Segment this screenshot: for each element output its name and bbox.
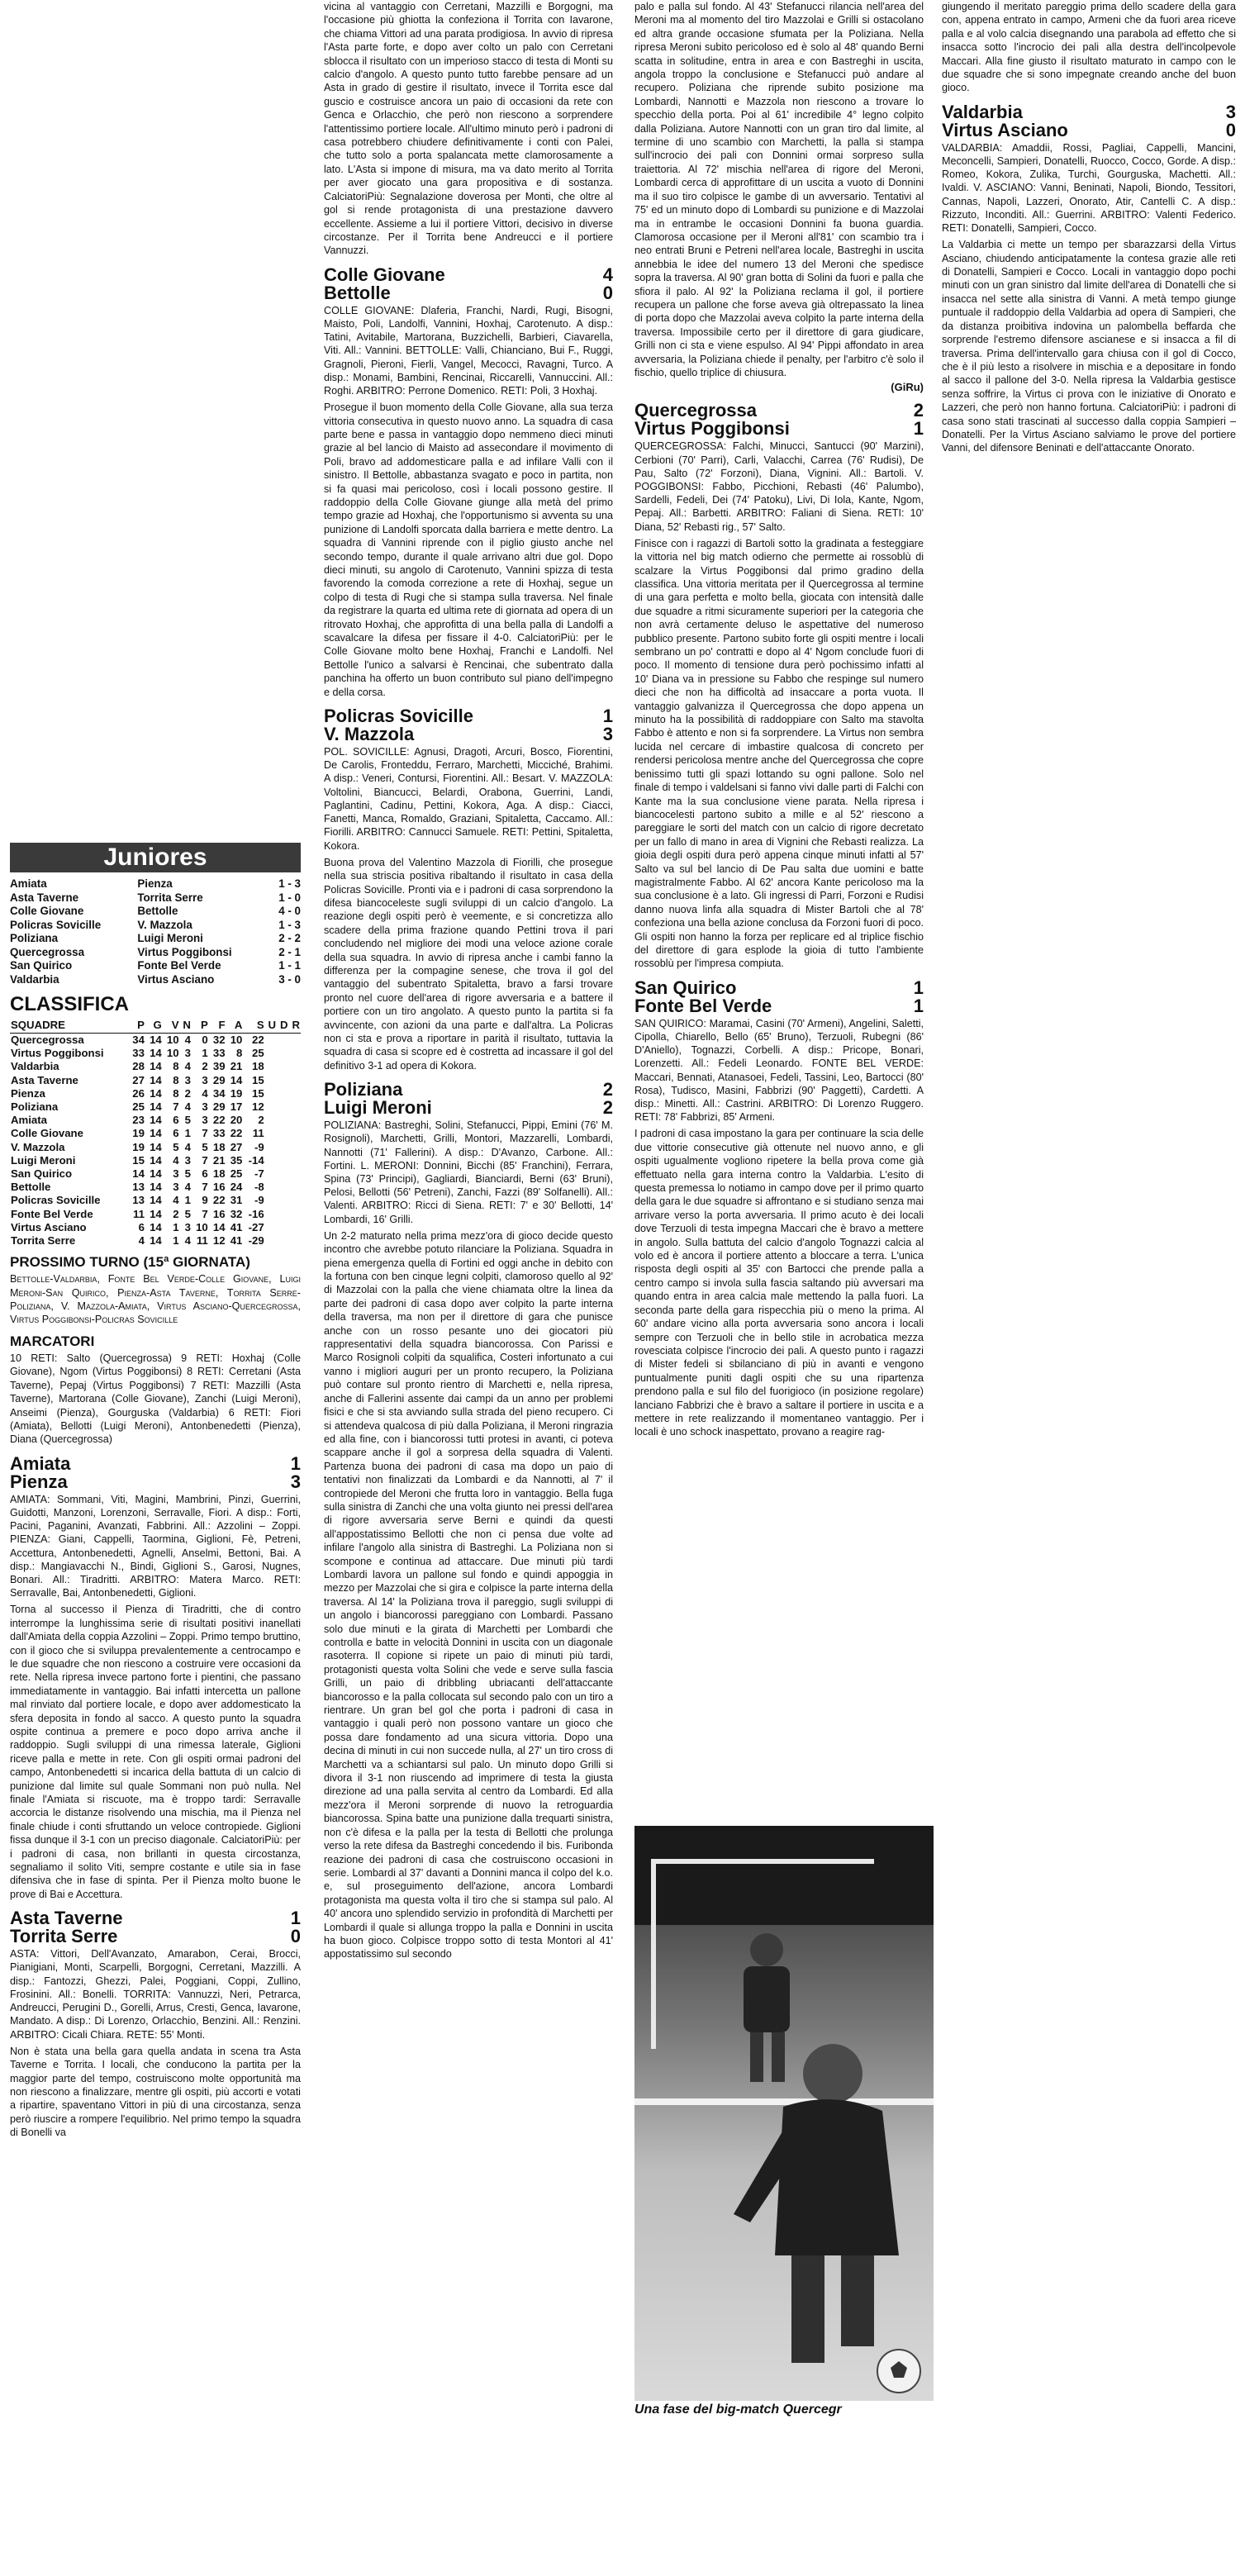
team-name: Bettolle	[11, 1181, 51, 1194]
standings-header: S	[256, 1019, 264, 1031]
lineup: QUERCEGROSSA: Falchi, Minucci, Santucci (90' Marzini), Cerbioni (70' Parri), Carli, Valacchi, Carrea (76' Rudisi), De Pau, Salto (72' Forzoni), Diana, Vignini. All.: Bartoli. V. POGGIBONSI: Fabbo, Picchioni, Rebasti (46' Palumbo), Sardelli, Fedeli, Dei (74' Patoku), Livi, Di Iola, Kante, Ngom, Pepaj. All.: Barbetti. ARBITRO: Faliani di Siena. RETI: 10' Diana, 52' Rebasti rig., 57' Salto.	[634, 440, 924, 533]
stat-cell: 22	[212, 1114, 226, 1127]
team-name: Luigi Meroni	[11, 1153, 76, 1167]
stat-cell: 39	[212, 1060, 226, 1073]
lineup: POL. SOVICILLE: Agnusi, Dragoti, Arcuri, Bosco, Fiorentini, De Carolis, Fronteddu, Ferraro, Marchetti, Micciché, Brahimi. A disp.: Veneri, Contursi, Fiorentini. All.: Besart. V. MAZZOLA: Voltolini, Biancucci, Belardi, Orabona, Guerrini, Landi, Paglantini, Cadinu, Pettini, Kokora, Aga. A disp.: Ciacci, Fanetti, Manca, Romaldo, Graziani, Spitaletta, Caccamo. All.: Fiorilli. ARBITRO: Cannucci Samuele. RETI: Pettini, Spitaletta, Kokora.	[324, 746, 613, 852]
team-name: San Quirico	[11, 1167, 73, 1181]
standings-row	[10, 1141, 301, 1154]
stat-cell: 6	[138, 1220, 145, 1233]
stat-cell: -9	[254, 1194, 264, 1207]
stat-cell: 7	[202, 1207, 208, 1220]
stat-cell: 4	[184, 1234, 191, 1248]
column-juniores	[10, 843, 301, 2140]
stat-cell: 2	[184, 1086, 191, 1100]
standings-row	[10, 1167, 301, 1181]
result-row	[10, 959, 301, 973]
match-querce-poggibonsi: Quercegrossa 2 Virtus Poggibonsi 1 QUERCEGROSSA: Falchi, Minucci, Santucci (90' Marzini), Cerbioni (70' Parri), Carli, Valacchi, Carrea (76' Rudisi), De Pau, Salto (72' Forzoni), Diana, Vignini. All.: Bartoli. V. POGGIBONSI: Fabbo, Picchioni, Rebasti (46' Palumbo), Sardelli, Fedeli, Dei (74' Patoku), Livi, Di Iola, Kante, Ngom, Pepaj. All.: Barbetti. ARBITRO: Faliani di Siena. RETI: 10' Diana, 52' Rebasti rig., 57' Salto. Finisce con i ragazzi di Bartoli sotto la gradinata a festeggiare la vittoria nel big match odierno che permette ai rossoblù di scalzare la Virtus Poggibonsi dal primo gradino della classifica. Una vittoria meritata per il Quercegrossa al termine di una gara perfetta e molto bella, giocata con intensità dalle due squadre a ritmi sicuramente superiori per la categoria che non avrà certamente deluso le aspettative del numeroso pubblico presente. Partono subito forte gli ospiti mentre i locali sembrano un po' contratti e dopo al 4' Ngom conclude fuori di poco. Il momento di tensione dura però pochissimo infatti al 10' Diana va in pressione su Fabbo che respinge sul numero dieci che non ha difficoltà ad insaccare a porta vuota. Il vantaggio galvanizza il Quercegrossa che dopo appena un minuto ha la possibilità di raddoppiare con Salto ma stavolta Fabbo è attento e non si fa sorprendere. La Virtus non sembra lucida nel cercare di imbastire qualcosa di concreto per rendersi pericolosa mentre anche del Quercegrossa che copre benissimo tutti gli spazi lottando su ogni pallone. Solo nel finale di tempo i valdelsani si fanno vivi dalle parti di Falchi con Kante ma la sua conclusione viene parata. Nella ripresa i biancocelesti partono subito a mille e al 52' riescono a pareggiare le sorti del match con un calcio di rigore decretato per un fallo di mano in area di Vignini che Rebasti realizza. La gioia degli ospiti dura però appena cinque minuti infatti al 57' Salto va sul bel lancio di De Pau salta due uomini e batte magistralmente Fabbo. Al 62' ancora Kante pericoloso ma la sua conclusione è a lato. Gli ingressi di Parri, Forzoni e Rudisi danno nuova linfa alla squadra di Mister Bartoli che al 78' confeziona una bella azione conclusa da Forzoni fuori di poco. Gli ospiti non hanno la forza per replicare ed al triplice fischio del direttore di gara esplode la gioia di tutto l'ambiente rossoblù per l'impresa compiuta.	[634, 400, 924, 970]
result-score: 4 - 0	[278, 905, 301, 917]
standings-row	[10, 1194, 301, 1207]
standings-header: A	[234, 1019, 243, 1031]
stat-cell: 33	[212, 1127, 226, 1140]
stat-cell: 14	[230, 1073, 243, 1086]
stat-cell: 3	[202, 1114, 208, 1127]
article-body: Non è stata una bella gara quella andata in scena tra Asta Taverne e Torrita. I locali, che conducono la partita per la maggior parte del tempo, costruiscono molte opportunità ma non riescono a finalizzare, mentre gli ospiti, più accorti e votati a ripartire, spaventano Vittori in più di una circostanza, senza però riuscire a rompere l'equilibrio. Nel primo tempo la squadra di Bonelli va	[10, 2045, 301, 2139]
stat-cell: 10	[166, 1034, 179, 1046]
stat-cell: 7	[202, 1153, 208, 1167]
stat-cell: 13	[132, 1181, 145, 1194]
stat-cell: 6	[202, 1167, 208, 1181]
result-home: Colle Giovane	[10, 905, 84, 917]
next-round-title: PROSSIMO TURNO (15ª GIORNATA)	[10, 1254, 250, 1271]
result-away: Pienza	[137, 877, 173, 890]
stat-cell: 14	[150, 1086, 162, 1100]
result-score: 1 - 1	[278, 959, 301, 972]
stat-cell: 4	[184, 1181, 191, 1194]
stat-cell: -29	[248, 1234, 264, 1248]
stat-cell: 26	[132, 1086, 145, 1100]
stat-cell: 21	[230, 1060, 243, 1073]
stat-cell: -27	[248, 1220, 264, 1233]
stat-cell: 14	[150, 1034, 162, 1046]
stat-cell: 3	[184, 1153, 191, 1167]
stat-cell: 4	[173, 1153, 179, 1167]
stat-cell: -16	[248, 1207, 264, 1220]
article-body: La Valdarbia ci mette un tempo per sbarazzarsi della Virtus Asciano, chiudendo anticipatamente la contesa grazie alle reti di Donatelli, Sampieri e Cocco. Locali in vantaggio dopo pochi minuti con un gran sinistro dal limite dell'area di Donatelli che si insacca nel sette alla sinistra di Vanni. A metà tempo giunge puntuale il raddoppio della Valdarbia ad opera di Sampieri, che da distanza proibitiva indovina un palombella beffarda che sorprende l'estremo difensore ascianese e si insacca a fil di traversa. Prima dell'intervallo gara chiusa con il gol di Cocco, che è il più lesto a risolvere in mischia e a depositare in fondo al sacco il pallone del 3-0. Nella ripresa la Valdarbia gestisce senza soffrire, la Virtus ci prova con le iniziative di Onorato e Lazzeri, che però non hanno fortuna. CalciatoriPiù: i padroni di casa sono stati trascinati al successo dalla coppia Sampieri – Donatelli. Per la Virtus Asciano salviamo le prove del portiere Vanni, del difensore Beninati e dell'attaccante Onorato.	[942, 239, 1236, 454]
stat-cell: 5	[184, 1207, 191, 1220]
stat-cell: 7	[173, 1100, 179, 1114]
result-score: 1 - 3	[278, 918, 301, 931]
stat-cell: 5	[184, 1114, 191, 1127]
stat-cell: 4	[202, 1086, 208, 1100]
result-home: Poliziana	[10, 932, 59, 944]
stat-cell: 10	[166, 1047, 179, 1060]
lineup: POLIZIANA: Bastreghi, Solini, Stefanucci, Pippi, Emini (76' M. Rosignoli), Marchetti, Grilli, Montori, Mazzarelli, Lombardi, Nannotti (71' Fallerini). A disp.: D'Avanzo, Carbone. All.: Fortini. L. MERONI: Donnini, Bicchi (85' Franchini), Ferrara, Spina (73' Principi), Gagliardi, Bianciardi, Berni (63' Bruni), Pelosi, Bellotti (56' Petreni), Zanchi, Fazzi (89' Solfanelli). All.: Valenti. ARBITRO: Ricci di Siena. RETI: 7' e 30' Bellotti, 14' Lombardi, 16' Grilli.	[324, 1119, 613, 1225]
stat-cell: 10	[196, 1220, 208, 1233]
stat-cell: 13	[132, 1194, 145, 1207]
result-score: 3 - 0	[278, 972, 301, 986]
stat-cell: 16	[212, 1207, 226, 1220]
stat-cell: -9	[254, 1140, 264, 1153]
stat-cell: 31	[230, 1194, 243, 1207]
stat-cell: 14	[150, 1140, 162, 1153]
result-away: Virtus Poggibonsi	[137, 945, 232, 958]
result-home: Amiata	[10, 877, 47, 890]
standings-row	[10, 1181, 301, 1194]
lineup: SAN QUIRICO: Maramai, Casini (70' Armeni), Angelini, Saletti, Cipolla, Chiarello, Bello (65' Bruno), Terzuoli, Rubegni (86' D'Aniello), Tognazzi, Corbelli. A disp.: Pricope, Bonari, Lorenzetti. All.: Fedeli Leonardo. FONTE BEL VERDE: Maccari, Bennati, Atanasoei, Fedeli, Tassini, Leo, Bartocci (80' Rosa), Tudisco, Masini, Fabbrizi (90' Paggetti), Cardetti. A disp.: Minetti. All.: Castrini. ARBITRO: Di Lorenzo Ruggero. RETI: 78' Fabbrizi, 85' Armeni.	[634, 1017, 924, 1124]
result-away: Bettolle	[137, 905, 178, 917]
stat-cell: 33	[132, 1047, 145, 1060]
stat-cell: -7	[254, 1167, 264, 1181]
article-body: Un 2-2 maturato nella prima mezz'ora di gioco decide questo incontro che avrebbe potuto rilanciare la Poliziana. Squadra in piena emergenza quella di Fortini ed oggi anche in debito con la fortuna con ben cinque legni colpiti, clamoroso quello al 92' di Mazzolai con la palla che viene chiamata oltre la linea da parte dei padroni di casa dopo aver colpito la parte interna della traversa, ma non per il direttore di gara che punisce anche con un rosso pesante uno dei giocatori più rappresentativi della squadra biancorossa. Con Parissi e Marco Rosignoli colpiti da squalifica, Costeri infortunato a cui vanno i migliori auguri per un pronto recupero, la Poliziana può contare sul pronto rientro di Marchetti e, nella ripresa, anche di Fallerini assente dai campi da un anno per problemi fisici e che si sta avviando sulla strada del pieno recupero. Ci si attendeva qualcosa di più dalla Poliziana, il Meroni ringrazia ed alla fine, con i biancorossi tutti protesi in avanti, ci poteva scappare anche il gol a sorpresa della squadra di Valenti. Partenza buona dei padroni di casa ma dopo un paio di tentativi non finalizzati da Lombardi e da Nannotti, al 7' il contropiede del Meroni che frutta loro in vantaggio. Bella fuga sulla sinistra di Zanchi che una volta giunto nei pressi dell'area di rigore avversaria serve Berni e quindi da questi all'appostatissimo Bellotti che non ci pensa due volte ad infilare l'angolo alla sinistra di Bastreghi. La Poliziana non si scompone e continua ad attaccare. Due minuti più tardi Lombardi lavora un pallone sul fondo e quindi appoggia in mezzo per Mazzolai che si gira e colpisce la parte interna della traversa. Al 14' la Poliziana trova il pareggio, sugli sviluppi di un angolo i biancorossi pareggiano con Lombardi. Passano solo due minuti e la girata di Marchetti per Lombardi che controlla e batte in velocità Donnini in uscita con un diagonale rasoterra. Il copione si ripete un paio di minuti più tardi, protagonisti questa volta Solini che vede e serve sulla fascia Grilli, un paio di dribbling ubriacanti dell'attaccante biancorosso e la palla collocata sul secondo palo con un tiro a rientrare. Un gran bel gol che porta i padroni di casa in vantaggio i quali però non possono vantare un gioco che possa dare fondamento ad una sicura vittoria. Dopo una decina di minuti in cui non succede nulla, al 27' un tiro cross di Marchetti va a schiantarsi sul palo. Un minuto dopo Grilli si divora il 3-1 non riuscendo ad imprimere di testa la giusta direzione ad una palla servita al centro da Lombardi. Ed alla mezz'ora il Meroni sorprende di nuovo la retroguardia biancorossa. Spina batte una punizione dalla trequarti sinistra, non c'è difesa e la palla per la testa di Bellotti che prolunga verso la rete difesa da Bastreghi concedendo il bis. Furibonda reazione dei padroni di casa che costruiscono occasioni in serie. Lombardi al 37' davanti a Donnini manca il colpo del k.o. e, sul proseguimento dell'azione, ancora Lombardi protagonista ma questa volta il tiro che si stampa sul palo. Al 40' ancora uno splendido servizio in profondità di Marchetti per Lombardi il quale si allunga troppo la palla e Donnini in uscita ha buon gioco. Colpisce troppo sotto di testa Montori al 41' appostatissimo sul secondo	[324, 1229, 613, 1961]
scorers-text: 10 RETI: Salto (Quercegrossa) 9 RETI: Hoxhaj (Colle Giovane), Ngom (Virtus Poggibonsi) 8 RETI: Cerretani (Asta Taverne), Pepaj (Virtus Poggibonsi) 7 RETI: Mazzilli (Asta Taverne), Martorana (Colle Giovane), Zanchi (Luigi Meroni), Anseimi (Pienza), Gourguska (Valdarbia) 6 RETI: Fiori (Amiata), Bellotti (Luigi Meroni), Antonbenedetti (Pienza), Diana (Quercegrossa)	[10, 1352, 301, 1446]
stat-cell: 5	[202, 1140, 208, 1153]
stat-cell: 15	[252, 1073, 264, 1086]
stat-cell: 11	[132, 1207, 145, 1220]
article-body: I padroni di casa impostano la gara per continuare la scia delle due vittorie consecutive già ottenute nel nuovo anno, e gli ospiti ugualmente vogliono ripetere la bella prova come già effettuato nella gara interna contro la Valdarbia. L'esito di questa premessa lo notiamo in campo dove per il primo quarto della gara le due squadre si affrontano e si studiano senza mai arrivare verso la porta avversaria. Il primo acuto è dei locali dove Terzuoli di testa impegna Maccari che è bravo a mettere in angolo. Sulla battuta del calcio d'angolo Tognazzi calcia al volo ed è ancora il portiere attento a bloccare a terra. L'unica risposta degli ospiti al 35' con Bartocci che prende palla a centro campo si invola sulla fascia saltando più avversari ma quando entra in area calcia male mettendo la palla fuori. La seconda parte della gara rispecchia più o meno la prima. Al 60' andare vicino alla porta avversaria sono ancora i locali sempre con Terzuoli che in bello stile in acrobatica mezza rovesciata colpisce l'incrocio dei pali. A questo punto i ragazzi di Mister fedeli si sbilanciano di più in avanti e vengono puntualmente puniti dagli ospiti che su una ripartenza prendono palla e sul filo del fuorigioco (in posizione regolare) lanciano Fabbrizi che è bravo a saltare il portiere in uscita e a mettere in rete realizzando il momentaneo vantaggio. Per i locali è uno schock inaspettato, provano a reagire rag-	[634, 1128, 924, 1438]
stat-cell: 14	[132, 1167, 145, 1181]
stat-cell: 14	[150, 1207, 162, 1220]
result-home: San Quirico	[10, 959, 73, 972]
team-name: Asta Taverne	[11, 1073, 78, 1086]
standings-header: D	[279, 1019, 288, 1031]
stat-cell: 14	[150, 1167, 162, 1181]
stat-cell: 3	[173, 1167, 179, 1181]
stat-cell: 41	[230, 1234, 243, 1248]
standings-table	[10, 1018, 301, 1248]
juniores-header: Juniores	[10, 843, 301, 872]
stat-cell: 9	[202, 1194, 208, 1207]
stat-cell: 7	[202, 1181, 208, 1194]
article-body: Prosegue il buon momento della Colle Giovane, alla sua terza vittoria consecutiva in questo nuovo anno. La squadra di casa parte bene e passa in vantaggio dopo nemmeno dieci minuti grazie al bel lancio di Maisto ad assecondare il movimento di Poli, bravo ad addomesticare palla e ad infilare Valli con il sinistro. Il Bettolle, abbastanza svagato e poco in partita, non si fa quasi mai pericoloso, così i locali possono gestire. Il raddoppio della Colle Giovane giunge alla metà del primo tempo grazie ad Hoxhaj, che l'opportunismo si avventa su una punizione di Landolfi sporcata dalla barriera e mette dentro. La squadra di Vannini riprende con il piglio giusto anche nel secondo tempo, durante il quale arrivano altri due gol. Dopo dieci minuti, su angolo di Carotenuto, Vannini spizza di testa favorendo la comoda correzione a rete di Hoxhaj, segue un colpo di testa di Rugi che si stampa sulla traversa. Nel finale da registrare la quarta ed ultima rete di giornata ad opera di un ritrovato Hoxhaj, che approfitta di una bella palla di Landolfi a scavalcare la difesa per fissare il 4-0. CalciatoriPiù: per le Colle Giovane molto bene Hoxhaj, Franchi e Landolfi. Nel Bettolle l'unico a salvarsi è Rencinai, che subentrato dalla panchina ha offerto un buon contributo sul piano dell'impegno e della corsa.	[324, 402, 613, 698]
standings-row	[10, 1114, 301, 1127]
standings-row	[10, 1060, 301, 1073]
result-home: Quercegrossa	[10, 945, 85, 958]
stat-cell: 16	[212, 1181, 226, 1194]
stat-cell: 1	[173, 1234, 179, 1248]
stat-cell: 29	[212, 1100, 226, 1114]
result-row	[10, 877, 301, 891]
stat-cell: 22	[230, 1127, 243, 1140]
result-away: Fonte Bel Verde	[137, 959, 221, 972]
stat-cell: 25	[230, 1167, 243, 1181]
stat-cell: 8	[236, 1047, 243, 1060]
lineup: ASTA: Vittori, Dell'Avanzato, Amarabon, Cerai, Brocci, Pianigiani, Monti, Scarpelli, Borgogni, Cerretani, Mazzilli. A disp.: Fantozzi, Ghezzi, Palei, Poggiani, Coppi, Zullino, Frosinini. All.: Bonelli. TORRITA: Vannuzzi, Neri, Petrarca, Andreucci, Perugini D., Gorelli, Arrus, Cresti, Genca, Iavarone, Mandato. A disp.: Di Lorenzo, Orlacchio, Benzini. All.: Renzini. ARBITRO: Cicali Chiara. RETE: 55' Monti.	[10, 1948, 301, 2041]
result-score: 1 - 0	[278, 891, 301, 904]
stat-cell: 2	[173, 1207, 179, 1220]
standings-header: P	[137, 1019, 145, 1031]
match-photo	[634, 1826, 934, 2401]
stat-cell: 18	[212, 1140, 226, 1153]
standings-row	[10, 1154, 301, 1167]
stat-cell: 4	[173, 1194, 179, 1207]
stat-cell: 14	[150, 1127, 162, 1140]
standings-header: U	[268, 1019, 277, 1031]
stat-cell: 14	[150, 1047, 162, 1060]
stat-cell: 10	[230, 1034, 243, 1046]
result-score: 2 - 1	[278, 945, 301, 958]
stat-cell: 28	[132, 1060, 145, 1073]
stat-cell: 27	[132, 1073, 145, 1086]
team-name: Virtus Poggibonsi	[11, 1047, 104, 1060]
stat-cell: 15	[132, 1153, 145, 1167]
standings-header: N	[183, 1019, 191, 1031]
stat-cell: 18	[252, 1060, 264, 1073]
stat-cell: 14	[150, 1073, 162, 1086]
stat-cell: 17	[230, 1100, 243, 1114]
column-3	[634, 0, 924, 1818]
stat-cell: 3	[184, 1047, 191, 1060]
stat-cell: 1	[202, 1047, 208, 1060]
stat-cell: 0	[202, 1034, 208, 1046]
stat-cell: 14	[150, 1114, 162, 1127]
result-row	[10, 905, 301, 919]
article-body: Buona prova del Valentino Mazzola di Fiorilli, che prosegue nella sua striscia positiva ribaltando il risultato in casa della Policras Sovicille. Pronti via e i padroni di casa sorprendono la difesa biancoceleste sugli sviluppi di un calcio d'angolo. La reazione degli ospiti però è veemente, e si concretizza allo scadere della prima frazione quando Pettini trova il pari concludendo nel migliore dei modi una veloce azione corale della sua squadra. In avvio di ripresa anche i cambi fanno la differenza per la compagine senese, che trova il gol del vantaggio del subentrato Spitaletta, bravo a farsi trovare pronto nel cuore dell'area di rigore avversaria e a battere il portiere con un tiro angolato. A questo punto la partita si fa avvincente, con azioni da una parte e dall'altra. La Policras non ci sta e prova a riportare in parità il risultato, tuttavia la squadra di casa si scopre ed è costretta ad incassare il gol del definitivo 3-1 ad opera di Kokora.	[324, 856, 613, 1072]
stat-cell: 41	[230, 1220, 243, 1233]
team-name: V. Mazzola	[11, 1140, 65, 1153]
match-colle-bettolle: Colle Giovane 4 Bettolle 0 COLLE GIOVANE: Dlaferia, Franchi, Nardi, Rugi, Bisogni, Maisto, Poli, Landolfi, Vannini, Hoxhaj, Carotenuto. A disp.: Tatini, Avitabile, Martorana, Buzzichelli, Barbieri, Ciavarella, Viti. All.: Vannini. BETTOLLE: Valli, Chianciano, Bui F., Ruggi, Gragnoli, Pieroni, Fierli, Vangel, Mecocci, Ravagni, Turco. A disp.: Monami, Bambini, Rencinai, Riccarelli, Vannuccini. All.: Roghi. ARBITRO: Perrone Domenico. RETI: Poli, 3 Hoxhaj. Prosegue il buon momento della Colle Giovane, alla sua terza vittoria consecutiva in questo nuovo anno. La squadra di casa parte bene e passa in vantaggio dopo nemmeno dieci minuti grazie al bel lancio di Maisto ad assecondare il movimento di Poli, bravo ad addomesticare palla e ad infilare Valli con il sinistro. Il Bettolle, abbastanza svagato e poco in partita, non si fa quasi mai pericoloso, così i locali possono gestire. Il raddoppio della Colle Giovane giunge alla metà del primo tempo grazie ad Hoxhaj, che l'opportunismo si avventa su una punizione di Landolfi sporcata dalla barriera e mette dentro. La squadra di Vannini riprende con il piglio giusto anche nel secondo tempo, durante il quale arrivano altri due gol. Dopo dieci minuti, su angolo di Carotenuto, Vannini spizza di testa favorendo la comoda correzione a rete di Hoxhaj, segue un colpo di testa di Rugi che si stampa sulla traversa. Nel finale da registrare la quarta ed ultima rete di giornata ad opera di un ritrovato Hoxhaj, che approfitta di una bella palla di Landolfi a scavalcare la difesa per fissare il 4-0. CalciatoriPiù: per le Colle Giovane molto bene Hoxhaj, Franchi e Landolfi. Nel Bettolle l'unico a salvarsi è Rencinai, che subentrato dalla panchina ha offerto un buon contributo sul piano dell'impegno e della corsa.	[324, 264, 613, 698]
ball-icon	[877, 2350, 920, 2393]
stat-cell: 25	[252, 1047, 264, 1060]
result-home: Valdarbia	[10, 972, 59, 986]
stat-cell: 6	[173, 1114, 179, 1127]
standings-row	[10, 1087, 301, 1100]
stat-cell: -8	[254, 1181, 264, 1194]
stat-cell: 14	[150, 1100, 162, 1114]
stat-cell: 22	[252, 1034, 264, 1046]
stat-cell: 34	[132, 1034, 145, 1046]
match-sanquirico-fonte: San Quirico 1 Fonte Bel Verde 1 SAN QUIRICO: Maramai, Casini (70' Armeni), Angelini, Saletti, Cipolla, Chiarello, Bello (65' Bruno), Terzuoli, Rubegni (86' D'Aniello), Tognazzi, Corbelli. A disp.: Pricope, Bonari, Lorenzetti. All.: Fedeli Leonardo. FONTE BEL VERDE: Maccari, Bennati, Atanasoei, Fedeli, Tassini, Leo, Bartocci (80' Rosa), Tudisco, Masini, Fabbrizi (90' Paggetti), Cardetti. A disp.: Minetti. All.: Castrini. ARBITRO: Di Lorenzo Ruggero. RETI: 78' Fabbrizi, 85' Armeni. I padroni di casa impostano la gara per continuare la scia delle due vittorie consecutive già ottenute nel nuovo anno, e gli ospiti ugualmente vogliono ripetere la bella prova come già effettuato nella gara interna contro la Valdarbia. L'esito di questa premessa lo notiamo in campo dove per il primo quarto della gara le due squadre si affrontano e si studiano senza mai arrivare verso la porta avversaria. Il primo acuto è dei locali dove Terzuoli di testa impegna Maccari che è bravo a mettere in angolo. Sulla battuta del calcio d'angolo Tognazzi calcia al volo ed è ancora il portiere attento a bloccare a terra. L'unica risposta degli ospiti al 35' con Bartocci che prende palla a centro campo si invola sulla fascia saltando più avversari ma quando entra in area calcia male mettendo la palla fuori. La seconda parte della gara rispecchia più o meno la prima. Al 60' andare vicino alla porta avversaria sono ancora i locali sempre con Terzuoli che in bello stile in acrobatica mezza rovesciata colpisce l'incrocio dei pali. A questo punto i ragazzi di Mister fedeli si sbilanciano di più in avanti e vengono puntualmente puniti dagli ospiti che su una ripartenza prendono palla e sul filo del fuorigioco (in posizione regolare) lanciano Fabbrizi che è bravo a saltare il portiere in uscita e a mettere in rete realizzando il momentaneo vantaggio. Per i locali è uno schock inaspettato, provano a reagire rag-	[634, 977, 924, 1438]
standings-header: P	[200, 1019, 208, 1031]
stat-cell: 2	[258, 1114, 264, 1127]
stat-cell: 3	[202, 1100, 208, 1114]
stat-cell: 34	[212, 1086, 226, 1100]
stat-cell: 8	[173, 1086, 179, 1100]
stat-cell: 25	[132, 1100, 145, 1114]
stat-cell: 14	[150, 1060, 162, 1073]
stat-cell: 21	[212, 1153, 226, 1167]
stat-cell: 15	[252, 1086, 264, 1100]
result-away: V. Mazzola	[137, 918, 192, 931]
stat-cell: 32	[230, 1207, 243, 1220]
stat-cell: 1	[184, 1194, 191, 1207]
stat-cell: 14	[150, 1194, 162, 1207]
article-body: Finisce con i ragazzi di Bartoli sotto la gradinata a festeggiare la vittoria nel big match odierno che permette ai rossoblù di scalzare la Virtus Poggibonsi dal primo gradino della classifica. Una vittoria meritata per il Quercegrossa al termine di una gara perfetta e molto bella, giocata con intensità dalle due squadre a ritmi sicuramente superiori per la categoria che non avrà certamente deluso le aspettative del numeroso pubblico presente. Partono subito forte gli ospiti mentre i locali sembrano un po' contratti e dopo al 4' Ngom conclude fuori di poco. Il momento di tensione dura però pochissimo infatti al 10' Diana va in pressione su Fabbo che respinge sul numero dieci che non ha difficoltà ad insaccare a porta vuota. Il vantaggio galvanizza il Quercegrossa che dopo appena un minuto ha la possibilità di raddoppiare con Salto ma stavolta Fabbo è attento e non si fa sorprendere. La Virtus non sembra lucida nel cercare di imbastire qualcosa di concreto per rendersi pericolosa mentre anche del Quercegrossa che copre benissimo tutti gli spazi lottando su ogni pallone. Solo nel finale di tempo i valdelsani si fanno vivi dalle parti di Falchi con Kante ma la sua conclusione viene parata. Nella ripresa i biancocelesti partono subito a mille e al 52' riescono a pareggiare le sorti del match con un calcio di rigore decretato per un fallo di mano in area di Vignini che Rebasti realizza. La gioia degli ospiti dura però appena cinque minuti infatti al 57' Salto va sul bel lancio di De Pau salta due uomini e batte magistralmente Fabbo. Al 62' ancora Kante pericoloso ma la sua conclusione è a lato. Gli ingressi di Parri, Forzoni e Rudisi danno nuova linfa alla squadra di Mister Bartoli che al 78' confeziona una bella azione conclusa da Forzoni fuori di poco. Gli ospiti non hanno la forza per replicare ed al triplice fischio del direttore di gara esplode la gioia di tutto l'ambiente rossoblù per l'impresa compiuta.	[634, 537, 924, 970]
standings-row	[10, 1127, 301, 1140]
article-continuation: palo e palla sul fondo. Al 43' Stefanucci rilancia nell'area del Meroni ma al momento del tiro Mazzolai e Grilli si ostacolano ed altra grande occasione sfumata per la Poliziana. Nella ripresa Meroni subito pericoloso ed è solo al 48' quando Berni scatta in solitudine, entra in area e con Bastreghi in uscita, angola troppo la conclusione e Stefanucci può andare al recupero. Poliziana che riprende subito posizione ma Lombardi, Nannotti e Mazzola non riescono a trovare lo specchio della porta. Poi al 61' incredibile 4° legno colpito dalla Poliziana. Autore Nannotti con un gran tiro dal limite, al termine di uno scambio con Marchetti, la palla si stampa sull'incrocio dei pali con Donnini ormai sorpreso sulla traiettoria. Al 72' mischia nell'area di rigore del Meroni, Lombardi cerca di approfittare di un uscita a vuoto di Donnini ma il suo tiro colpisce le gambe di un avversario. Tentativi al 75' ed un minuto dopo di Lombardi su punizione e di Mazzolai ma in entrambe le occasioni Donnini fa buona guardia. Clamorosa occasione per il Meroni all'81' con scambio tra i neo entrati Bruni e Petreni nell'area locale, Bastreghi in uscita annebbia le idee del numero 13 del Meroni che spedisce sopra la traversa. Al 90' gran botta di Solini da fuori e palla che sfiora il palo. Al 92' la Poliziana reclama il gol, il portiere recupera un pallone che forse aveva già oltrepassato la linea di porta dopo che Mazzolai aveva colpito la parte interna della traversa. Impossibile certo per il direttore di gara giudicare, Grilli non ci sta e viene espulso. Al 94' Pippi affondato in area avversaria, la Poliziana chiede il penalty, per l'arbitro c'è solo il fischio, quello triplice di chiusura.	[634, 1, 924, 378]
lineup: COLLE GIOVANE: Dlaferia, Franchi, Nardi, Rugi, Bisogni, Maisto, Poli, Landolfi, Vannini, Hoxhaj, Carotenuto. A disp.: Tatini, Avitabile, Martorana, Buzzichelli, Barbieri, Ciavarella, Viti. All.: Vannini. BETTOLLE: Valli, Chianciano, Bui F., Ruggi, Gragnoli, Pieroni, Fierli, Vangel, Mecocci, Ravagni, Turco. A disp.: Monami, Bambini, Rencinai, Riccarelli, Vannuccini. All.: Roghi. ARBITRO: Perrone Domenico. RETI: Poli, 3 Hoxhaj.	[324, 304, 613, 397]
match-policras-mazzola: Policras Sovicille 1 V. Mazzola 3 POL. SOVICILLE: Agnusi, Dragoti, Arcuri, Bosco, Fiorentini, De Carolis, Fronteddu, Ferraro, Marchetti, Micciché, Brahimi. A disp.: Veneri, Contursi, Fiorentini. All.: Besart. V. MAZZOLA: Voltolini, Biancucci, Belardi, Orabona, Guerrini, Landi, Paglantini, Cadinu, Pettini, Kokora, Aga. A disp.: Ciacci, Fanetti, Manca, Romaldo, Graziani, Spitaletta, Caccamo. All.: Fiorilli. ARBITRO: Cannucci Samuele. RETI: Pettini, Spitaletta, Kokora. Buona prova del Valentino Mazzola di Fiorilli, che prosegue nella sua striscia positiva ribaltando il risultato in casa della Policras Sovicille. Pronti via e i padroni di casa sorprendono la difesa biancoceleste sugli sviluppi di un calcio d'angolo. La reazione degli ospiti però è veemente, e si concretizza allo scadere della prima frazione quando Pettini trova il pari concludendo nel migliore dei modi una veloce azione corale della sua squadra. In avvio di ripresa anche i cambi fanno la differenza per la compagine senese, che trova il gol del vantaggio del subentrato Spitaletta, bravo a farsi trovare pronto nel cuore dell'area di rigore avversaria e a battere il portiere con un tiro angolato. A questo punto la partita si fa avvincente, con azioni da una parte e dall'altra. La Policras non ci sta e prova a riportare in parità il risultato, tuttavia la squadra di casa si scopre ed è costretta ad incassare il gol del definitivo 3-1 ad opera di Kokora.	[324, 706, 613, 1072]
stat-cell: 14	[150, 1220, 162, 1233]
team-name: Torrita Serre	[11, 1234, 76, 1248]
result-row	[10, 932, 301, 946]
article-continuation: giungendo il meritato pareggio prima dello scadere della gara con, appena entrato in campo, Armeni che da fuori area riceve palla e al volo calcia disegnando una parabola ad effetto che si insacca sotto l'incrocio dei pali alla destra dell'incolpevole Maccari. Alla fine giusto il risultato maturato in campo con le due squadre che si sono impegnate creando anche del buon gioco.	[942, 1, 1236, 94]
stat-cell: 1	[184, 1127, 191, 1140]
result-home: Policras Sovicille	[10, 918, 102, 931]
team-name: Amiata	[11, 1114, 47, 1127]
result-score: 1 - 3	[278, 877, 301, 890]
stat-cell: 3	[184, 1073, 191, 1086]
standings-header: V	[171, 1019, 179, 1031]
stat-cell: 12	[212, 1234, 226, 1248]
stat-cell: 14	[212, 1220, 226, 1233]
results-table	[10, 877, 301, 986]
match-poliziana-meroni: Poliziana 2 Luigi Meroni 2 POLIZIANA: Bastreghi, Solini, Stefanucci, Pippi, Emini (76' M. Rosignoli), Marchetti, Grilli, Montori, Mazzarelli, Lombardi, Nannotti (71' Fallerini). A disp.: D'Avanzo, Carbone. All.: Fortini. L. MERONI: Donnini, Bicchi (85' Franchini), Ferrara, Spina (73' Principi), Gagliardi, Bianciardi, Berni (63' Bruni), Pelosi, Bellotti (56' Petreni), Zanchi, Fazzi (89' Solfanelli). All.: Valenti. ARBITRO: Ricci di Siena. RETI: 7' e 30' Bellotti, 14' Lombardi, 16' Grilli. Un 2-2 maturato nella prima mezz'ora di gioco decide questo incontro che avrebbe potuto rilanciare la Poliziana. Squadra in piena emergenza quella di Fortini ed oggi anche in debito con la fortuna con ben cinque legni colpiti, clamoroso quello al 92' di Mazzolai con la palla che viene chiamata oltre la linea da parte dei padroni di casa dopo aver colpito la parte interna della traversa, ma non per il direttore di gara che punisce anche con un rosso pesante uno dei giocatori più rappresentativi della squadra biancorossa. Con Parissi e Marco Rosignoli colpiti da squalifica, Costeri infortunato a cui vanno i migliori auguri per un pronto recupero, la Poliziana può contare sul pronto rientro di Marchetti e, nella ripresa, anche di Fallerini assente dai campi da un anno per problemi fisici e che si sta avviando sulla strada del pieno recupero. Ci si attendeva qualcosa di più dalla Poliziana, il Meroni ringrazia ed alla fine, con i biancorossi tutti protesi in avanti, ci poteva scappare anche il gol a sorpresa della squadra di Valenti. Partenza buona dei padroni di casa ma dopo un paio di tentativi non finalizzati da Lombardi e da Nannotti, al 7' il contropiede del Meroni che frutta loro in vantaggio. Bella fuga sulla sinistra di Zanchi che una volta giunto nei pressi dell'area di rigore avversaria serve Berni e quindi da questi all'appostatissimo Bellotti che non ci pensa due volte ad infilare l'angolo alla sinistra di Bastreghi. La Poliziana non si scompone e continua ad attaccare. Due minuti più tardi Lombardi lavora un pallone sul fondo e quindi appoggia in mezzo per Mazzolai che si gira e colpisce la parte interna della traversa. Al 14' la Poliziana trova il pareggio, sugli sviluppi di un angolo i biancorossi pareggiano con Lombardi. Passano solo due minuti e la girata di Marchetti per Lombardi che controlla e batte in velocità Donnini in uscita con un diagonale rasoterra. Il copione si ripete un paio di minuti più tardi, protagonisti questa volta Solini che vede e serve sulla fascia Grilli, un paio di dribbling ubriacanti dell'attaccante biancorosso e la palla collocata sul secondo palo con un tiro a rientrare. Un gran bel gol che porta i padroni di casa in vantaggio i quali però non possono vantare un gioco che possa dare fondamento ad una sicura vittoria. Dopo una decina di minuti in cui non succede nulla, al 27' un tiro cross di Marchetti va a schiantarsi sul palo. Un minuto dopo Grilli si divora il 3-1 non riuscendo ad imprimere di testa la giusta direzione ad una palla servita al centro da Lombardi. Ed alla mezz'ora il Meroni sorprende di nuovo la retroguardia biancorossa. Spina batte una punizione dalla trequarti sinistra, non c'è difesa e la palla per la testa di Bellotti che prolunga verso la rete difesa da Bastreghi concedendo il bis. Furibonda reazione dei padroni di casa che costruiscono occasioni in serie. Lombardi al 37' davanti a Donnini manca il colpo del k.o. e, sul proseguimento dell'azione, ancora Lombardi protagonista ma questa volta il tiro che si stampa sul palo. Al 40' ancora uno splendido servizio in profondità di Marchetti per Lombardi il quale si allunga troppo la palla e Donnini in uscita ha buon gioco. Colpisce troppo sotto di testa Montori al 41' appostatissimo sul secondo	[324, 1079, 613, 1961]
result-away: Torrita Serre	[137, 891, 203, 904]
stat-cell: 23	[132, 1114, 145, 1127]
team-name: Valdarbia	[11, 1060, 59, 1073]
stat-cell: 7	[202, 1127, 208, 1140]
stat-cell: 18	[212, 1167, 226, 1181]
stat-cell: 3	[173, 1181, 179, 1194]
next-round-text: Bettolle-Valdarbia, Fonte Bel Verde-Colle Giovane, Luigi Meroni-San Quirico, Pienza-Asta Taverne, Torrita Serre-Poliziana, V. Mazzola-Amiata, Virtus Asciano-Quercegrossa, Virtus Poggibonsi-Policras Sovicille	[10, 1273, 301, 1326]
stat-cell: 4	[184, 1060, 191, 1073]
stat-cell: 4	[184, 1140, 191, 1153]
stat-cell: 11	[196, 1234, 208, 1248]
stat-cell: 4	[184, 1100, 191, 1114]
result-row	[10, 946, 301, 960]
stat-cell: 3	[202, 1073, 208, 1086]
article-body: Torna al successo il Pienza di Tiradritti, che di contro interrompe la lunghissima serie di risultati positivi inanellati dall'Amiata della coppia Azzolini – Zoppi. Primo tempo bruttino, con il gioco che si sviluppa prevalentemente a centrocampo e le due squadre che non riescono a costruire vere occasioni da rete. Nella ripresa invece partono forte i pientini, che passano immediatamente in vantaggio. Bai infatti intercetta un pallone mal rinviato dal portiere locale, e dopo aver addomesticato la sfera deposita in fondo al sacco. A questo punto la squadra ospite continua a premere e poco dopo arriva anche il raddoppio. Sugli sviluppi di una rimessa laterale, Giglioni riceve palla e mette in rete. Con gli ospiti ormai padroni del campo, Antonbenedetti si incarica della battuta di un calcio di punizione dal limite sul quale Sommani non può nulla. Nel finale l'Amiata si riscuote, ma è troppo tardi: Serravalle accorcia le distanze risolvendo una mischia, ma il Pienza nel finale chiude i conti sfruttando un veloce contropiede. Giglioni fissa dunque il 3-1 con un preciso diagonale. CalciatoriPiù: per i padroni di casa, non brillanti in questa circostanza, segnaliamo il solito Viti, sempre costante e utile sia in fase difensiva che in fase di spinta. Per il Pienza molto buone le prove di Bai e Accettura.	[10, 1604, 301, 1900]
stat-cell: 20	[230, 1114, 243, 1127]
standings-header: R	[292, 1019, 300, 1031]
result-away: Luigi Meroni	[137, 932, 203, 944]
stat-cell: -14	[248, 1153, 264, 1167]
stat-cell: 14	[150, 1181, 162, 1194]
team-name: Policras Sovicille	[11, 1194, 101, 1207]
stat-cell: 5	[173, 1140, 179, 1153]
stat-cell: 1	[173, 1220, 179, 1233]
standings-row	[10, 1221, 301, 1234]
stat-cell: 19	[230, 1086, 243, 1100]
standings-row	[10, 1100, 301, 1114]
result-score: 2 - 2	[278, 932, 301, 944]
standings-header: F	[218, 1019, 226, 1031]
team-name: Colle Giovane	[11, 1127, 83, 1140]
classifica-title: CLASSIFICA	[10, 993, 129, 1015]
match-amiata-pienza: Amiata 1 Pienza 3 AMIATA: Sommani, Viti, Magini, Mambrini, Pinzi, Guerrini, Guidotti, Manzoni, Lorenzoni, Serravalle, Fiori. A disp.: Forti, Pacini, Paganini, Avanzati, Fabbrini. All.: Azzolini – Zoppi. PIENZA: Giani, Cappelli, Taormina, Giglioni, Fè, Petreni, Accettura, Antonbenedetti, Agnelli, Anselmi, Bettoni, Bai. A disp.: Mangiavacchi N., Bindi, Giglioni S., Garosi, Nugnes, Bonari. All.: Tiradritti. ARBITRO: Matera Marco. RETI: Serravalle, Bai, Antonbenedetti, Giglioni. Torna al successo il Pienza di Tiradritti, che di contro interrompe la lunghissima serie di risultati positivi inanellati dall'Amiata della coppia Azzolini – Zoppi. Primo tempo bruttino, con il gioco che si sviluppa prevalentemente a centrocampo e le due squadre che non riescono a costruire vere occasioni da rete. Nella ripresa invece partono forte i pientini, che passano immediatamente in vantaggio. Bai infatti intercetta un pallone mal rinviato dal portiere locale, e dopo aver addomesticato la sfera deposita in fondo al sacco. A questo punto la squadra ospite continua a premere e poco dopo arriva anche il raddoppio. Sugli sviluppi di una rimessa laterale, Giglioni riceve palla e mette in rete. Con gli ospiti ormai padroni del campo, Antonbenedetti si incarica della battuta di un calcio di punizione dal limite sul quale Sommani non può nulla. Nel finale l'Amiata si riscuote, ma è troppo tardi: Serravalle accorcia le distanze risolvendo una mischia, ma il Pienza nel finale chiude i conti sfruttando un veloce contropiede. Giglioni fissa dunque il 3-1 con un preciso diagonale. CalciatoriPiù: per i padroni di casa, non brillanti in questa circostanza, segnaliamo il solito Viti, sempre costante e utile sia in fase difensiva che in fase di spinta. Per il Pienza molto buone le prove di Bai e Accettura.	[10, 1452, 301, 1900]
stat-cell: 14	[150, 1153, 162, 1167]
standings-row	[10, 1047, 301, 1060]
team-name: Virtus Asciano	[11, 1220, 87, 1233]
stat-cell: 29	[212, 1073, 226, 1086]
stat-cell: 35	[230, 1153, 243, 1167]
stat-cell: 8	[173, 1073, 179, 1086]
stat-cell: 22	[212, 1194, 226, 1207]
standings-header: SQUADRE	[11, 1019, 65, 1031]
result-row	[10, 919, 301, 933]
lineup: VALDARBIA: Amaddii, Rossi, Pagliai, Cappelli, Mancini, Meconcelli, Sampieri, Donatelli, Ruocco, Cocco, Gorde. A disp.: Romeo, Kokora, Zulika, Turchi, Gourguska, Machetti. All.: Ivaldi. V. ASCIANO: Vanni, Beninati, Napoli, Biondo, Tessitori, Cannas, Napoli, Lazzeri, Onorato, Atir, Cantelli C. A disp.: Rizzuto, Inconditi. All.: Guerrini. ARBITRO: Valenti Federico. RETI: Donatelli, Sampieri, Cocco.	[942, 141, 1236, 235]
column-4	[942, 0, 1236, 455]
stat-cell: 2	[202, 1060, 208, 1073]
result-row	[10, 973, 301, 987]
stat-cell: 27	[230, 1140, 243, 1153]
author-byline: (GiRu)	[891, 381, 924, 394]
stat-cell: 8	[173, 1060, 179, 1073]
result-away: Virtus Asciano	[137, 972, 215, 986]
team-name: Poliziana	[11, 1100, 59, 1114]
stat-cell: 19	[132, 1140, 145, 1153]
article-continuation: vicina al vantaggio con Cerretani, Mazzilli e Borgogni, ma l'occasione più ghiotta la confeziona il Torrita con Iavarone, che chiama Vittori ad una parata prodigiosa. In avvio di ripresa l'Asta parte forte, e dopo aver colto un palo con Cerretani sblocca il risultato con un imperioso stacco di testa di Monti su calcio d'angolo. A questo punto tutto farebbe pensare ad un Asta in grado di gestire il risultato, invece il Torrita esce dal guscio e costruisce ancora un paio di occasioni da rete con Genca e Orlacchio, che però non riescono a sorprendere l'attentissimo portiere locale. All'ultimo minuto però i padroni di casa potrebbero chiudere definitivamente i conti con Palei, che tutto solo a porta spalancata mette clamorosamente a lato. L'Asta si impone di misura, ma va dato merito al Torrita per aver giocato una gara propositiva e di sostanza. CalciatoriPiù: Segnalazione doverosa per Monti, che oltre al gol si rende protagonista di una prestazione davvero eccellente. Assieme a lui il portiere Vittori, decisivo in diverse circostanze. Per il Torrita bene Andreucci e il portiere Vannuzzi.	[324, 1, 613, 257]
stat-cell: 6	[173, 1127, 179, 1140]
match-valdarbia-asciano: Valdarbia 3 Virtus Asciano 0 VALDARBIA: Amaddii, Rossi, Pagliai, Cappelli, Mancini, Meconcelli, Sampieri, Donatelli, Ruocco, Cocco, Gorde. A disp.: Romeo, Kokora, Zulika, Turchi, Gourguska, Machetti. All.: Ivaldi. V. ASCIANO: Vanni, Beninati, Napoli, Biondo, Tessitori, Cannas, Napoli, Lazzeri, Onorato, Atir, Cantelli C. A disp.: Rizzuto, Inconditi. All.: Guerrini. ARBITRO: Valenti Federico. RETI: Donatelli, Sampieri, Cocco. La Valdarbia ci mette un tempo per sbarazzarsi della Virtus Asciano, chiudendo anticipatamente la contesa grazie alle reti di Donatelli, Sampieri e Cocco. Locali in vantaggio dopo pochi minuti con un gran sinistro dal limite dell'area di Donatelli che si insacca nel sette alla sinistra di Vanni. A metà tempo giunge puntuale il raddoppio della Valdarbia ad opera di Sampieri, che da distanza proibitiva indovina un palombella beffarda che sorprende l'estremo difensore ascianese e si insacca a fil di traversa. Prima dell'intervallo gara chiusa con il gol di Cocco, che è il più lesto a risolvere in mischia e a depositare in fondo al sacco il pallone del 3-0. Nella ripresa la Valdarbia gestisce senza soffrire, la Virtus ci prova con le iniziative di Onorato e Lazzeri, che però non hanno fortuna. CalciatoriPiù: i padroni di casa sono stati trascinati al successo dalla coppia Sampieri – Donatelli. Per la Virtus Asciano salviamo le prove del portiere Vanni, del difensore Beninati e dell'attaccante Onorato.	[942, 101, 1236, 454]
stat-cell: 33	[212, 1047, 226, 1060]
team-name: Quercegrossa	[11, 1034, 84, 1046]
photo-caption: Una fase del big-match Quercegr	[634, 2403, 842, 2417]
column-2	[324, 0, 613, 1961]
team-name: Pienza	[11, 1086, 45, 1100]
stat-cell: 24	[230, 1181, 243, 1194]
stat-cell: 19	[132, 1127, 145, 1140]
standings-row	[10, 1034, 301, 1048]
lineup: AMIATA: Sommani, Viti, Magini, Mambrini, Pinzi, Guerrini, Guidotti, Manzoni, Lorenzoni, Serravalle, Fiori. A disp.: Forti, Pacini, Paganini, Avanzati, Fabbrini. All.: Azzolini – Zoppi. PIENZA: Giani, Cappelli, Taormina, Giglioni, Fè, Petreni, Accettura, Antonbenedetti, Agnelli, Anselmi, Bettoni, Bai. A disp.: Mangiavacchi N., Bindi, Giglioni S., Garosi, Nugnes, Bonari. All.: Tiradritti. ARBITRO: Matera Marco. RETI: Serravalle, Bai, Antonbenedetti, Giglioni.	[10, 1493, 301, 1599]
stat-cell: 11	[252, 1127, 264, 1140]
stat-cell: 12	[252, 1100, 264, 1114]
result-row	[10, 891, 301, 905]
match-asta-torrita: Asta Taverne 1 Torrita Serre 0 ASTA: Vittori, Dell'Avanzato, Amarabon, Cerai, Brocci, Pianigiani, Monti, Scarpelli, Borgogni, Cerretani, Mazzilli. A disp.: Fantozzi, Ghezzi, Palei, Poggiani, Coppi, Zullino, Frosinini. All.: Bonelli. TORRITA: Vannuzzi, Neri, Petrarca, Andreucci, Perugini D., Gorelli, Arrus, Cresti, Genca, Iavarone, Mandato. A disp.: Di Lorenzo, Orlacchio, Benzini. All.: Renzini. ARBITRO: Cicali Chiara. RETE: 55' Monti. Non è stata una bella gara quella andata in scena tra Asta Taverne e Torrita. I locali, che conducono la partita per la maggior parte del tempo, costruiscono molte opportunità ma non riescono a finalizzare, mentre gli ospiti, più accorti e votati a ripartire, spaventano Vittori in più di una circostanza, senza però riuscire a rompere l'equilibrio. Nel primo tempo la squadra di Bonelli va	[10, 1908, 301, 2139]
stat-cell: 32	[212, 1034, 226, 1046]
standings-row	[10, 1234, 301, 1248]
stat-cell: 4	[184, 1034, 191, 1046]
stat-cell: 4	[138, 1234, 145, 1248]
scorers-title: MARCATORI	[10, 1333, 95, 1349]
result-home: Asta Taverne	[10, 891, 79, 904]
standings-row	[10, 1208, 301, 1221]
stat-cell: 5	[184, 1167, 191, 1181]
stat-cell: 3	[184, 1220, 191, 1233]
team-name: Fonte Bel Verde	[11, 1207, 93, 1220]
standings-header: G	[153, 1019, 162, 1031]
stat-cell: 14	[150, 1234, 162, 1248]
standings-row	[10, 1074, 301, 1087]
